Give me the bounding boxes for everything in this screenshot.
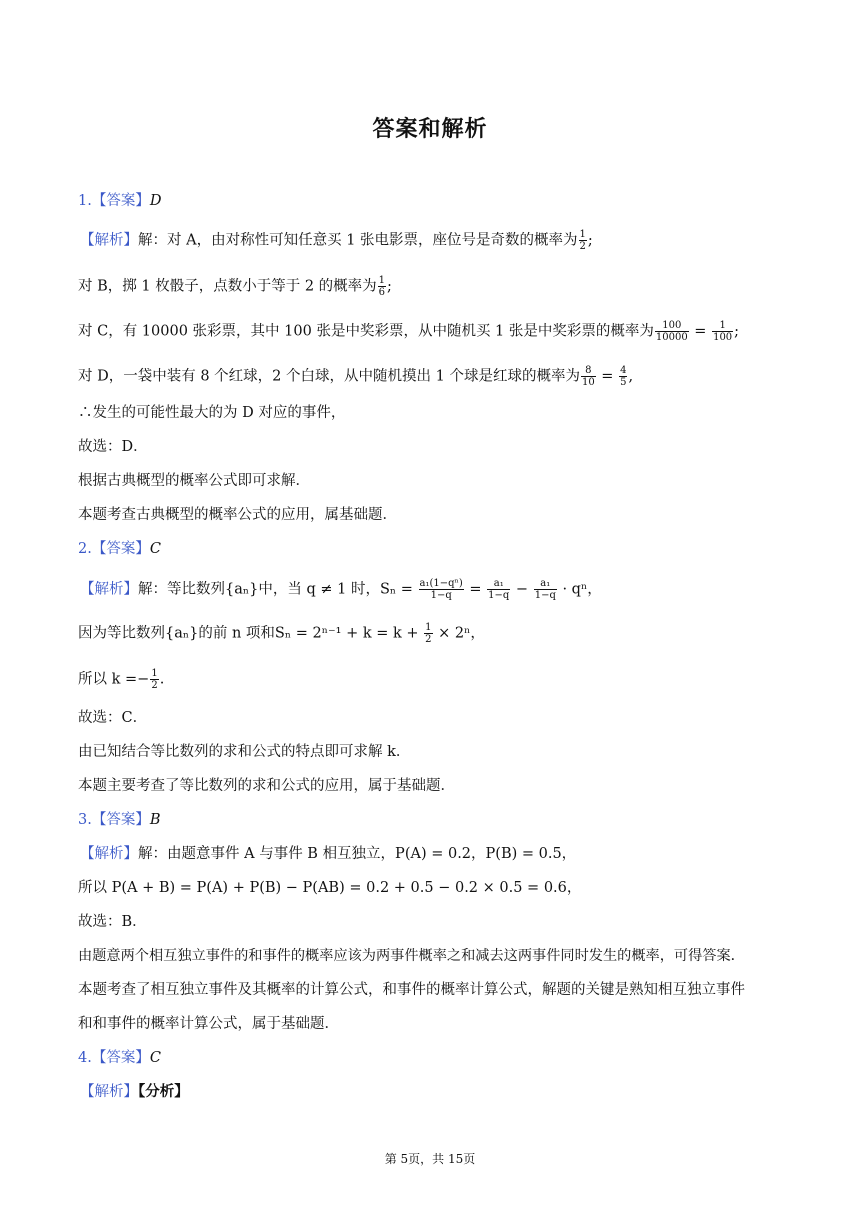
answer-tag: 【答案】 xyxy=(91,1050,150,1066)
q4-number: 4. xyxy=(78,1050,92,1066)
q3-analysis-line-2: 所以 P(A + B) = P(A) + P(B) − P(AB) = 0.2 + 0.5 − 0.2 × 0.5 = 0.6， xyxy=(78,880,582,896)
q2-analysis-line-3: 所以 k =− $\frac{1}{2}$ . xyxy=(78,668,165,691)
q3-analysis-line-1: 【解析】解：由题意事件 A 与事件 B 相互独立，P(A) = 0.2，P(B) = 0.5， xyxy=(80,846,577,862)
q1-analysis-line-7: 根据古典概型的概率公式即可求解． xyxy=(78,473,310,489)
q2-analysis-line-6: 本题主要考查了等比数列的求和公式的应用，属于基础题． xyxy=(78,778,455,794)
answer-tag: 【答案】 xyxy=(91,193,150,209)
q1-analysis-line-4: 对 D，一袋中装有 8 个红球，2 个白球，从中随机摸出 1 个球是红球的概率为 $\frac{8}{10}$ = $\frac{4}{5}$ , xyxy=(78,365,634,388)
q2-analysis-line-5: 由已知结合等比数列的求和公式的特点即可求解 k． xyxy=(78,744,411,760)
analysis-tag: 【解析】 xyxy=(80,232,138,249)
q4-answer: C xyxy=(149,1050,161,1066)
analysis-tag: 【解析】 xyxy=(80,581,138,598)
q4-analysis-line-1: 【解析】【分析】 xyxy=(80,1083,189,1100)
analysis-tag: 【解析】 xyxy=(80,846,138,862)
fraction: $\frac{\text{a₁}}{1-q}$ xyxy=(488,578,510,601)
fraction: $\frac{8}{10}$ xyxy=(581,365,595,388)
fraction: $\frac{1}{2}$ xyxy=(151,668,158,691)
page-title: 答案和解析 xyxy=(372,117,488,142)
analysis-tag: 【解析】 xyxy=(80,1084,138,1100)
q2-answer: C xyxy=(149,541,161,557)
q4-answer-line xyxy=(78,1048,161,1068)
q3-analysis-line-5: 本题考查了相互独立事件及其概率的计算公式，和事件的概率计算公式，解题的关键是熟知相互独立事件 xyxy=(78,982,745,998)
q1-answer: D xyxy=(149,193,162,209)
q2-answer-line xyxy=(78,539,161,559)
q2-number: 2. xyxy=(78,541,92,557)
q3-answer-line xyxy=(78,810,161,830)
q2-analysis-line-2: 因为等比数列{aₙ}的前 n 项和Sₙ = 2ⁿ⁻¹ + k = k + $\frac{1}{2}$ × 2ⁿ， xyxy=(78,622,485,645)
q1-analysis-line-1: 【解析】解：对 A，由对称性可知任意买 1 张电影票，座位号是奇数的概率为 $\frac{1}{2}$ ; xyxy=(80,229,593,252)
fraction: $\frac{4}{5}$ xyxy=(620,365,627,388)
answer-tag: 【答案】 xyxy=(91,541,150,557)
q2-analysis-line-4: 故选：C． xyxy=(78,710,148,726)
q3-number: 3. xyxy=(78,812,92,828)
fraction: $\frac{\text{a₁}}{1-q}$ xyxy=(534,578,556,601)
fraction: $\frac{1}{6}$ xyxy=(378,275,386,298)
q3-analysis-line-6: 和和事件的概率计算公式，属于基础题． xyxy=(78,1016,339,1032)
q1-analysis-line-6: 故选：D． xyxy=(78,439,148,455)
q3-analysis-line-4: 由题意两个相互独立事件的和事件的概率应该为两事件概率之和减去这两事件同时发生的概率，可得答案． xyxy=(78,948,745,964)
page-footer: 第 5页，共 15页 xyxy=(384,1152,476,1166)
q1-number: 1. xyxy=(78,193,92,209)
fraction: $\frac{1}{2}$ xyxy=(579,229,586,252)
q3-analysis-line-3: 故选：B． xyxy=(78,914,147,930)
answer-tag: 【答案】 xyxy=(91,812,150,828)
fraction: $\frac{1}{2}$ xyxy=(425,622,432,645)
q3-answer: B xyxy=(149,812,161,828)
q1-analysis-line-3: 对 C，有 10000 张彩票，其中 100 张是中奖彩票，从中随机买 1 张是中奖彩票的概率为 $\frac{100}{10000}$ = $\frac{1}{100}$ ; xyxy=(78,320,740,343)
q1-analysis-line-8: 本题考查古典概型的概率公式的应用，属基础题． xyxy=(78,507,397,523)
q1-answer-line xyxy=(78,191,161,211)
q1-analysis-line-5: ∴发生的可能性最大的为 D 对应的事件， xyxy=(78,405,346,421)
fraction: $\frac{100}{10000}$ xyxy=(655,320,688,343)
fraction: $\frac{1}{100}$ xyxy=(713,320,733,343)
fraction: $\frac{\text{a₁(1−qⁿ)}}{1-q}$ xyxy=(419,578,463,601)
q1-analysis-line-2: 对 B，掷 1 枚骰子，点数小于等于 2 的概率为 $\frac{1}{6}$ ; xyxy=(78,275,392,298)
q2-analysis-line-1: 【解析】解：等比数列{aₙ}中，当 q ≠ 1 时，Sₙ = $\frac{\text{a₁(1−qⁿ)}}{1-q}$ = $\frac{\text{a₁}}{1-q}$ − $\frac{\text{a₁}}{1-q}$ · qⁿ， xyxy=(80,578,602,601)
